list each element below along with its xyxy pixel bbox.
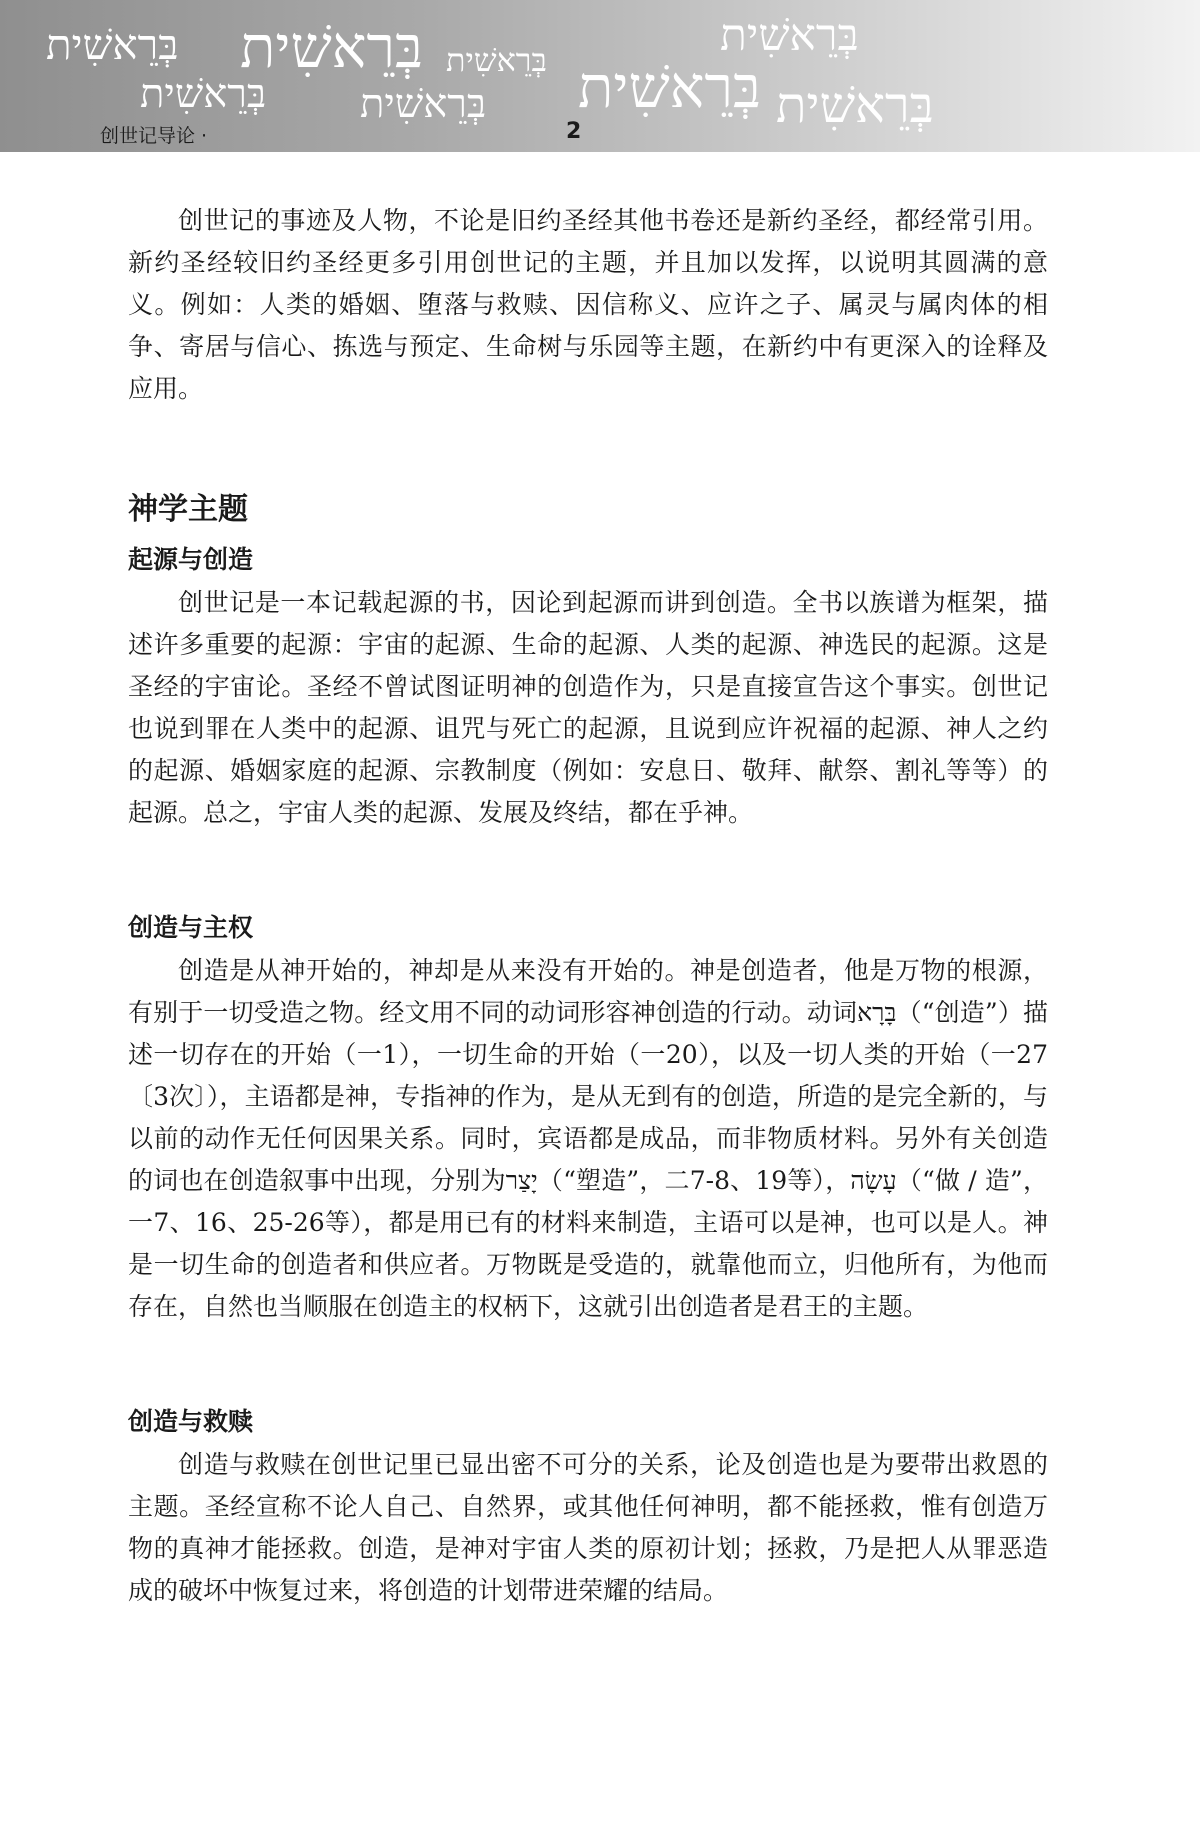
hebrew-word-bara: בָּרָא <box>857 998 897 1027</box>
hebrew-title-watermark: בְּרֵאשִׁית <box>578 53 761 121</box>
book-label: 创世记导论 · <box>100 125 208 147</box>
hebrew-title-watermark: בְּרֵאשִׁית <box>240 13 423 81</box>
sovereignty-paragraph <box>128 950 1048 1328</box>
sovereignty-text-1: 创造是从神开始的，神却是从来没有开始的。神是创造者，他是万物的根源，有别于一切受造之物。经文用不同的动词形容神创造的行动。动词 <box>128 956 1048 1027</box>
hebrew-title-watermark: בְּרֵאשִׁית <box>360 81 487 127</box>
page-body <box>128 200 1048 1612</box>
hebrew-title-watermark: בְּרֵאשִׁית <box>720 10 859 61</box>
hebrew-title-watermark: בְּרֵאשִׁית <box>46 20 179 69</box>
sovereignty-text-2: （“创造”）描述一切存在的开始（一1），一切生命的开始（一20），以及一切人类的开始（一27〔3次〕），主语都是神，专指神的作为，是从无到有的创造，所造的是完全新的，与以前的动作无任何因果关系。同时，宾语都是成品，而非物质材料。另外有关创造的词也在创造叙事中出现，分别为 <box>128 998 1048 1195</box>
hebrew-title-watermark: בְּרֵאשִׁית <box>446 41 547 79</box>
intro-paragraph: 创世记的事迹及人物，不论是旧约圣经其他书卷还是新约圣经，都经常引用。新约圣经较旧约圣经更多引用创世记的主题，并且加以发挥，以说明其圆满的意义。例如：人类的婚姻、堕落与救赎、因信称义、应许之子、属灵与属肉体的相争、寄居与信心、拣选与预定、生命树与乐园等主题，在新约中有更深入的诠释及应用。 <box>128 206 1048 403</box>
sovereignty-text-4: （“做 / 造”，一7、16、25-26等），都是用已有的材料来制造，主语可以是神，也可以是人。神是一切生命的创造者和供应者。万物既是受造的，就靠他而立，归他所有，为他而存在，自然也当顺服在创造主的权柄下，这就引出创造者是君王的主题。 <box>128 1166 1048 1321</box>
redemption-paragraph: 创造与救赎在创世记里已显出密不可分的关系，论及创造也是为要带出救恩的主题。圣经宣称不论人自己、自然界，或其他任何神明，都不能拯救，惟有创造万物的真神才能拯救。创造，是神对宇宙人类的原初计划；拯救，乃是把人从罪恶造成的破坏中恢复过来，将创造的计划带进荣耀的结局。 <box>128 1450 1048 1605</box>
header-banner <box>0 0 1200 152</box>
subsection-title-redemption: 创造与救赎 <box>128 1407 254 1436</box>
hebrew-word-yatsar: יָצַר <box>505 1166 538 1195</box>
section-title: 神学主题 <box>128 492 248 527</box>
hebrew-word-asah: עָשָׂה <box>850 1166 897 1195</box>
page-number: 2 <box>566 119 582 144</box>
origins-paragraph: 创世记是一本记载起源的书，因论到起源而讲到创造。全书以族谱为框架，描述许多重要的起源：宇宙的起源、生命的起源、人类的起源、神选民的起源。这是圣经的宇宙论。圣经不曾试图证明神的创造作为，只是直接宣告这个事实。创世记也说到罪在人类中的起源、诅咒与死亡的起源，且说到应许祝福的起源、神人之约的起源、婚姻家庭的起源、宗教制度（例如：安息日、敬拜、献祭、割礼等等）的起源。总之，宇宙人类的起源、发展及终结，都在乎神。 <box>128 588 1048 827</box>
hebrew-title-watermark: בְּרֵאשִׁית <box>776 76 934 134</box>
hebrew-title-watermark: בְּרֵאשִׁית <box>140 71 267 117</box>
subsection-title-origins: 起源与创造 <box>128 545 254 574</box>
sovereignty-text-3: （“塑造”，二7-8、19等）， <box>537 1166 851 1195</box>
subsection-title-sovereignty: 创造与主权 <box>128 913 254 942</box>
